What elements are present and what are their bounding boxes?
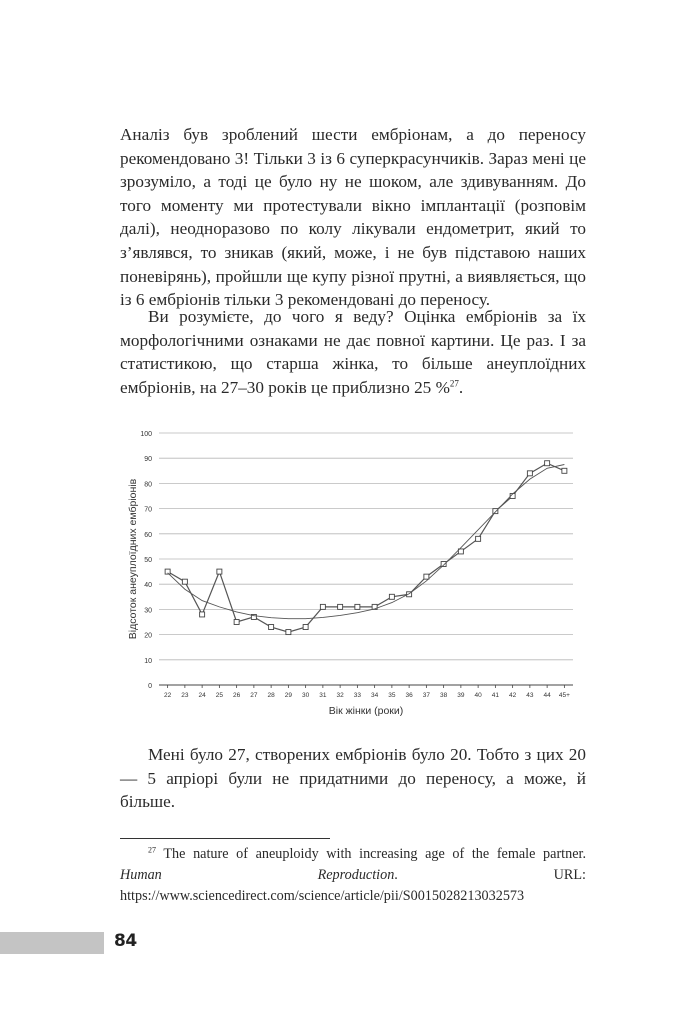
x-tick-label: 45+: [558, 692, 570, 699]
page-number-bar: [0, 932, 104, 954]
data-point: [320, 604, 325, 609]
footnote-title: The nature of aneuploidy with increasing age of the female partner.: [163, 846, 586, 862]
x-tick-label: 22: [164, 692, 172, 699]
y-tick-label: 40: [144, 582, 152, 590]
x-tick-label: 28: [267, 692, 275, 699]
x-tick-label: 30: [302, 692, 310, 699]
footnote-divider: [120, 838, 330, 839]
y-axis-title: Відсоток анеуплоїдних ембріонів: [127, 478, 139, 640]
data-point: [286, 630, 291, 635]
y-tick-label: 30: [144, 607, 152, 615]
x-tick-label: 27: [250, 692, 258, 699]
x-tick-label: 25: [215, 692, 223, 699]
data-point: [424, 574, 429, 579]
data-point: [527, 471, 532, 476]
footnote-number: 27: [148, 845, 156, 855]
x-tick-label: 44: [543, 692, 551, 699]
x-tick-label: 24: [198, 692, 206, 699]
y-tick-label: 90: [144, 456, 152, 464]
data-point: [338, 604, 343, 609]
x-tick-label: 35: [388, 692, 396, 699]
x-tick-label: 31: [319, 692, 327, 699]
footnote: [120, 844, 586, 907]
data-point: [545, 461, 550, 466]
data-point: [476, 536, 481, 541]
data-point: [182, 579, 187, 584]
data-point: [217, 569, 222, 574]
x-tick-label: 40: [474, 692, 482, 699]
aneuploidy-chart: [125, 425, 575, 720]
data-point: [493, 509, 498, 514]
paragraph-3: Мені було 27, створених ембріонів було 20. Тобто з цих 20 — 5 апріорі були не придатними до переносу, а може, й більше.: [120, 745, 586, 812]
x-tick-label: 37: [422, 692, 430, 699]
y-tick-label: 80: [144, 481, 152, 489]
x-tick-label: 42: [509, 692, 517, 699]
paragraph-2-text: Ви розумієте, до чого я веду? Оцінка ембріонів за їх морфологічними ознаками не дає повної картини. Це раз. І за статистикою, що старша жінка, то більше анеуплоїдних ембріонів, на 27–30 років це приблизно 25 %: [120, 307, 586, 397]
x-tick-label: 29: [284, 692, 292, 699]
y-tick-labels: [140, 431, 152, 690]
y-tick-label: 50: [144, 557, 152, 564]
footnote-journal: Human Reproduction: [120, 867, 395, 883]
x-tick-label: 39: [457, 692, 465, 699]
chart-gridlines: [159, 433, 573, 660]
y-tick-label: 60: [144, 531, 152, 539]
x-tick-label: 34: [371, 692, 379, 699]
series-observed-line: [168, 463, 565, 632]
x-tick-label: 41: [491, 692, 499, 699]
data-point: [441, 562, 446, 567]
x-tick-label: 38: [440, 692, 448, 699]
page-number: 84: [114, 931, 137, 951]
y-tick-label: 0: [148, 683, 152, 690]
footnote-url[interactable]: . URL: https://www.sciencedirect.com/science/article/pii/S0015028213032573: [120, 867, 586, 904]
paragraph-2: [120, 305, 586, 399]
x-tick-label: 32: [336, 692, 344, 699]
paragraph-1: Аналіз був зроблений шести ембріонам, а до переносу рекомендовано 3! Тільки 3 із 6 суперкрасунчиків. Зараз мені це зрозуміло, а тоді це було ну не шоком, але здивуванням. До того моменту ми протестували вікно імплантації (розповім далі), неодноразово по колу лікували ендометрит, який то з’являвся, то зникав (який, може, і не був підставою наших поневірянь), пройшли ще купу різної прутні, а виявляється, що із 6 ембріонів тільки 3 рекомендовані до переносу.: [120, 125, 586, 310]
data-point: [355, 604, 360, 609]
y-tick-label: 10: [144, 657, 152, 665]
chart-axes: [159, 685, 573, 688]
data-point: [200, 612, 205, 617]
x-tick-label: 23: [181, 692, 189, 699]
x-tick-label: 33: [353, 692, 361, 699]
y-tick-label: 100: [140, 431, 152, 438]
data-point: [303, 625, 308, 630]
paragraph-2-end: .: [458, 377, 464, 397]
data-point: [562, 468, 567, 473]
x-tick-label: 26: [233, 692, 241, 699]
x-tick-label: 36: [405, 692, 413, 699]
chart-series: [165, 461, 567, 635]
y-tick-label: 70: [144, 506, 152, 514]
y-tick-label: 20: [144, 632, 152, 640]
x-axis-title: Вік жінки (роки): [328, 705, 404, 717]
x-tick-label: 43: [526, 692, 534, 699]
footnote-reference[interactable]: 27: [449, 378, 459, 389]
data-point: [234, 620, 239, 625]
data-point: [389, 594, 394, 599]
x-tick-labels: [164, 692, 570, 699]
data-point: [269, 625, 274, 630]
